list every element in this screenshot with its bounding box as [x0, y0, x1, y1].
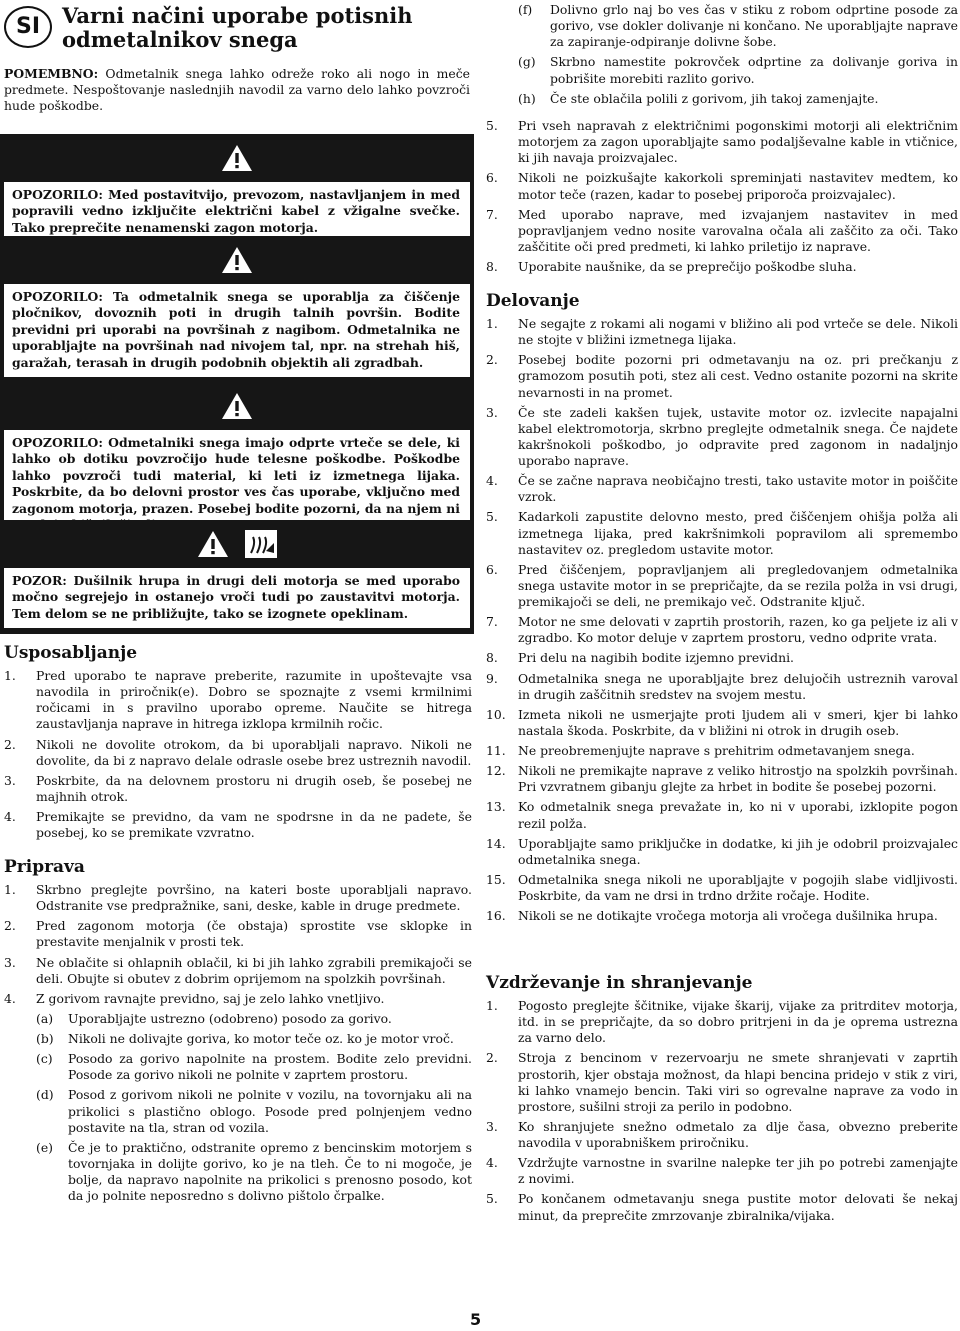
list-item: 4. Premikajte se previdno, da vam ne spodrsne in da ne padete, še posebej, ko se premikate vzvratno. [4, 809, 472, 841]
page-number: 5 [470, 1310, 482, 1329]
list-item: 4. Če se začne naprava neobičajno tresti, tako ustavite motor in poiščite vzrok. [486, 473, 958, 505]
vzdrzevanje-list [486, 998, 958, 1228]
sub-list-item: (f) Dolivno grlo naj bo ves čas v stiku z robom odprtine posode za gorivo, vse dokler dolivanje ni končano. Ne uporabljajte naprave za zapiranje-odpiranje dolivne šobe. [518, 2, 958, 50]
warning-box-2 [0, 236, 474, 383]
warning-box-1 [0, 134, 474, 248]
hot-surface-icon [244, 529, 278, 559]
list-item: 2. Posebej bodite pozorni pri odmetavanju na oz. pri prečkanju z gramozom posutih poti, stez ali cest. Vedno ostanite pozorni na skrite nevarnosti in na promet. [486, 352, 958, 400]
list-item: 2. Stroja z bencinom v rezervoarju ne smete shranjevati v zaprtih prostorih, kjer obstaja možnost, da hlapi bencina pridejo v stik z viri, ki lahko vnamejo bencin. Taki viri so ogrevalne naprave za vodo in prostore, sušilni stroji za perilo in podobno. [486, 1050, 958, 1114]
sub-list-item: (g) Skrbno namestite pokrovček odprtine za dolivanje goriva in pobrišite morebiti razlito gorivo. [518, 54, 958, 86]
warning-triangle-icon [220, 245, 254, 275]
list-item: 15. Odmetalnika snega nikoli ne uporabljajte v pogojih slabe vidljivosti. Poskrbite, da vam ne drsi in trdno držite ročaje. Hodite. [486, 871, 958, 903]
list-item: 1. Ne segajte z rokami ali nogami v bližino ali pod vrteče se dele. Nikoli ne stojte v bližini izmetnega lijaka. [486, 316, 958, 348]
list-item: 1. Pogosto preglejte ščitnike, vijake škarij, vijake za pritrditev motorja, itd. in se prepričajte, da so dobro pritrjeni in da je oprema ustrezna za varno delo. [486, 998, 958, 1046]
list-item: 11. Ne preobremenjujte naprave s prehitrim odmetavanjem snega. [486, 743, 915, 758]
list-item: 14. Uporabljajte samo priključke in dodatke, ki jih je odobril proizvajalec odmetalnika snega. [486, 835, 958, 867]
warning-box-4 [0, 520, 474, 634]
warning-triangle-icon [196, 529, 230, 559]
list-item: 5. Kadarkoli zapustite delovno mesto, pred čiščenjem ohišja polža ali izmetnega lijaka, pred kakršnimkoli popravilom ali spremembo nastavitev oz. pregledom ustavite motor. [486, 509, 958, 557]
page-title: Varni načini uporabe potisnih odmetalnikov snega [62, 3, 413, 52]
section-heading-priprava: Priprava [4, 857, 85, 877]
warning-icons [0, 134, 474, 182]
sub-list-item: (a) Uporabljajte ustrezno (odobreno) posodo za gorivo. [36, 1010, 392, 1026]
warning-text-3: OPOZORILO: Odmetalniki snega imajo odprte vrteče se dele, ki lahko ob dotiku povzročijo hude telesne poškodbe. Poškodbe lahko povzroči tudi material, ki leti iz izmetnega lijaka. Poskrbite, da bo delovni prostor ves čas uporabe, vključno med zagonom motorja, prazen. Posebej bodite pozorni, da na njem ni [4, 430, 470, 539]
sub-list-item: (e) Če je to praktično, odstranite opremo z bencinskim motorjem s tovornjaka in dolijte gorivo, ko je na tleh. Če to ni mogoče, je bolje, da napravo napolnite na prikolici s prenosno posodo, kot da jo polnite neposredno s dolivno pištolo črpalke. [36, 1139, 472, 1204]
section-heading-usposabljanje: Usposabljanje [4, 643, 138, 663]
intro-paragraph [4, 66, 470, 114]
list-item: 16. Nikoli se ne dotikajte vročega motorja ali vročega dušilnika hrupa. [486, 908, 938, 924]
list-item: 5. Po končanem odmetavanju snega pustite motor delovati še nekaj minut, da preprečite zmrzovanje zbiralnika/vijaka. [486, 1191, 958, 1223]
priprava-list [4, 882, 472, 1208]
warning-text-1: OPOZORILO: Med postavitvijo, prevozom, nastavljanjem in med popravili vedno izključite električni kabel z vžigalne svečke. Tako preprečite nenamenski zagon motorja. [4, 182, 470, 242]
priprava-list-continued [486, 118, 958, 279]
list-item: 2. Nikoli ne dovolite otrokom, da bi uporabljali napravo. Nikoli ne dovolite, da bi z napravo delale odrasle osebe brez ustreznih navodil. [4, 736, 472, 768]
list-item: 4. Z gorivom ravnajte previdno, saj je zelo lahko vnetljivo. (a) Uporabljajte ustrezno (odobreno) posodo za gorivo. (b) Nikoli ne dolivajte goriva, ko motor teče oz. ko je motor vroč. (c) Posodo za gorivo napolnite na prostem. Bodite zelo previdni. Posode za gorivo nikoli ne polnite v zaprtem prostoru. (d) Posod z gorivom nikoli ne polnite v vozilu, na tovornjaku ali na prikolici s plastično oblogo. Posode pred polnjenjem vedno postavite na tla, stran od vozila. (e) Če je to praktično, odstranite opremo z bencinskim motorjem s tovornjaka in dolijte gorivo, ko je na tleh. Če to ni mogoče, je bolje, da napravo napolnite na prikolici s prenosno posodo, kot da jo polnite neposredno s dolivno pištolo črpalke. [4, 990, 472, 1204]
list-item: 7. Med uporabo naprave, med izvajanjem nastavitev in med popravljanjem vedno nosite varovalna očala ali zaščito za oči. Tako zaščitite oči pred predmeti, ki lahko priletijo iz naprave. [486, 206, 958, 254]
warning-icons [0, 236, 474, 284]
list-item: 1. Skrbno preglejte površino, na kateri boste uporabljali napravo. Odstranite vse predpražnike, sani, deske, kable in druge predmete. [4, 882, 472, 914]
list-item: 3. Ne oblačite si ohlapnih oblačil, ki bi jih lahko zgrabili premikajoči se deli. Obujte si obutev z dobrim oprijemom na spolzkih površinah. [4, 954, 472, 986]
list-item: 6. Nikoli ne poizkušajte kakorkoli spreminjati nastavitev medtem, ko motor teče (razen, kadar to posebej priporoča proizvajalec). [486, 170, 958, 202]
delovanje-list [486, 316, 958, 928]
intro-label: POMEMBNO: [4, 66, 99, 81]
warning-icons [0, 520, 474, 568]
sub-list-continued [518, 2, 958, 111]
sub-list [36, 1011, 472, 1204]
warning-triangle-icon [220, 391, 254, 421]
list-item: 10. Izmeta nikoli ne usmerjajte proti ljudem ali v smeri, kjer bi lahko nastala škoda. Poskrbite, da v bližini ni otrok in drugih oseb. [486, 706, 958, 738]
list-item: 3. Ko shranjujete snežno odmetalo za dlje časa, obvezno preberite navodila v uporabniškem priročniku. [486, 1118, 958, 1150]
sub-list-item: (c) Posodo za gorivo napolnite na prostem. Bodite zelo previdni. Posode za gorivo nikoli ne polnite v zaprtem prostoru. [36, 1051, 472, 1083]
language-badge: SI [4, 6, 52, 48]
list-item: 13. Ko odmetalnik snega prevažate in, ko ni v uporabi, izklopite pogon rezil polža. [486, 799, 958, 831]
list-item: 4. Vzdržujte varnostne in svarilne nalepke ter jih po potrebi zamenjajte z novimi. [486, 1155, 958, 1187]
section-heading-delovanje: Delovanje [486, 291, 580, 311]
list-item: 8. Pri delu na nagibih bodite izjemno previdni. [486, 650, 794, 666]
list-item: 9. Odmetalnika snega ne uporabljajte brez delujočih ustreznih varoval in drugih zaščitnih sredstev na svojem mestu. [486, 670, 958, 702]
list-item: 3. Če ste zadeli kakšen tujek, ustavite motor oz. izvlecite napajalni kabel elektromotorja, skrbno preglejte odmetalnik snega. Če najdete kakršnokoli poškodbo, jo odpravite pred zagonom in nadaljnjo uporabo naprave. [486, 404, 958, 468]
sub-list-item: (d) Posod z gorivom nikoli ne polnite v vozilu, na tovornjaku ali na prikolici s plastično oblogo. Posode pred polnjenjem vedno postavite na tla, stran od vozila. [36, 1087, 472, 1135]
usposabljanje-list [4, 668, 472, 845]
list-item: 3. Poskrbite, da na delovnem prostoru ni drugih oseb, še posebej ne majhnih otrok. [4, 772, 472, 804]
list-item: 2. Pred zagonom motorja (če obstaja) sprostite vse sklopke in prestavite menjalnik v prosti tek. [4, 918, 472, 950]
warning-text-2: OPOZORILO: Ta odmetalnik snega se uporablja za čiščenje pločnikov, dovoznih poti in drugih talnih površin. Bodite previdni pri uporabi na površinah z nagibom. Odmetalnika ne uporabljajte na površinah nad nivojem tal, npr. na strehah hiš, garažah, terasah in drugih podobnih objektih ali zgradbah. [4, 284, 470, 377]
list-item: 5. Pri vseh napravah z električnimi pogonskimi motorji ali električnim motorjem za zagon uporabljajte samo podaljševalne kable in vtičnice, ki jih navaja proizvajalec. [486, 118, 958, 166]
list-item: 6. Pred čiščenjem, popravljanjem ali pregledovanjem odmetalnika snega ustavite motor in se prepričajte, da se rezila polža in vsi drugi, premikajoči se deli, ne premikajo več. Odstranite ključ. [486, 561, 958, 609]
list-item: 8. Uporabite naušnike, da se preprečijo poškodbe sluha. [486, 259, 857, 274]
sub-list-item: (b) Nikoli ne dolivajte goriva, ko motor teče oz. ko je motor vroč. [36, 1031, 454, 1046]
warning-triangle-icon [220, 143, 254, 173]
section-heading-vzdrzevanje: Vzdrževanje in shranjevanje [486, 973, 753, 993]
intro-text: Odmetalnik snega lahko odreže roko ali nogo in meče predmete. Nespoštovanje naslednjih navodil za varno delo lahko povzroči hude poškodbe. [4, 66, 470, 114]
list-item: 7. Motor ne sme delovati v zaprtih prostorih, razen, ko ga peljete iz ali v zgradbo. Ko motor deluje v zaprtem prostoru, vedno odprite vrata. [486, 614, 958, 646]
warning-icons [0, 382, 474, 430]
warning-text-4: POZOR: Dušilnik hrupa in drugi deli motorja se med uporabo močno segrejejo in ostanejo vroči tudi po zaustavitvi motorja. Tem delom se ne približujte, tako se izognete opeklinam. [4, 568, 470, 628]
list-item: 12. Nikoli ne premikajte naprave z veliko hitrostjo na spolzkih površinah. Pri vzvratnem gibanju glejte za hrbet in bodite še posebej pozorni. [486, 763, 958, 795]
list-item: 1. Pred uporabo te naprave preberite, razumite in upoštevajte vsa navodila in priročnik(e). Dobro se spoznajte z vsemi krmilnimi ročicami in s pravilno uporabo opreme. Naučite se hitrega zaustavljanja naprave in hitrega izklopa krmilnih ročic. [4, 668, 472, 732]
sub-list-item: (h) Če ste oblačila polili z gorivom, jih takoj zamenjajte. [518, 90, 879, 106]
